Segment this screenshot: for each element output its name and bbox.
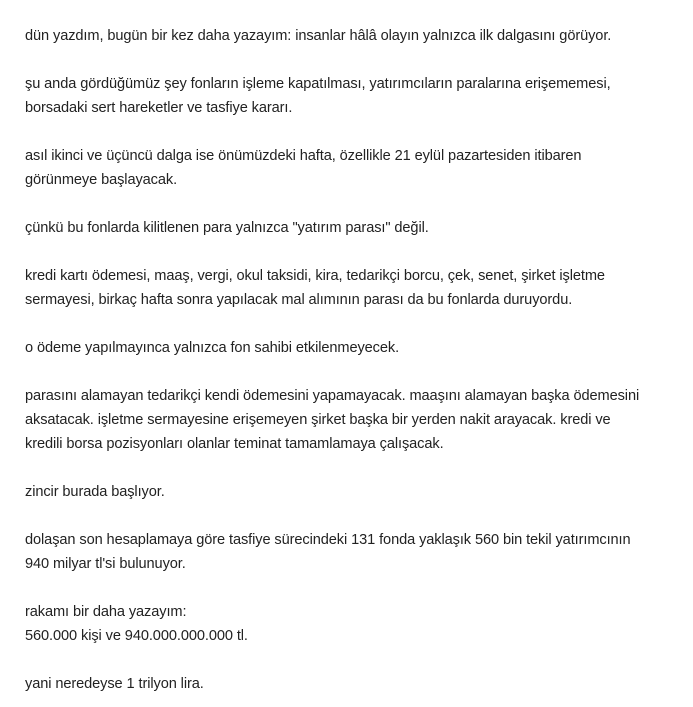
text-line: 560.000 kişi ve 940.000.000.000 tl. <box>25 628 248 644</box>
text-line: aksatacak. işletme sermayesine erişemeyen şirket başka bir yerden nakit arayacak. kredi ve <box>25 412 611 428</box>
paragraph <box>25 264 665 312</box>
text-line: borsadaki sert hareketler ve tasfiye kararı. <box>25 100 293 116</box>
paragraph <box>25 384 665 456</box>
text-line: o ödeme yapılmayınca yalnızca fon sahibi etkilenmeyecek. <box>25 340 400 356</box>
text-line: görünmeye başlayacak. <box>25 172 178 188</box>
text-line: şu anda gördüğümüz şey fonların işleme kapatılması, yatırımcıların paralarına erişememesi, <box>25 76 611 92</box>
text-line: yani neredeyse 1 trilyon lira. <box>25 676 204 692</box>
paragraph <box>25 600 665 648</box>
paragraph <box>25 672 665 696</box>
text-line: çünkü bu fonlarda kilitlenen para yalnızca "yatırım parası" değil. <box>25 220 429 236</box>
text-line: parasını alamayan tedarikçi kendi ödemesini yapamayacak. maaşını alamayan başka ödemesini <box>25 388 640 404</box>
text-line: rakamı bir daha yazayım: <box>25 604 187 620</box>
paragraph <box>25 528 665 576</box>
text-line: kredi kartı ödemesi, maaş, vergi, okul taksidi, kira, tedarikçi borcu, çek, senet, şirket işletme <box>25 268 605 284</box>
paragraph <box>25 24 665 48</box>
paragraph <box>25 72 665 120</box>
text-line: kredili borsa pozisyonları olanlar teminat tamamlamaya çalışacak. <box>25 436 444 452</box>
paragraph <box>25 336 665 360</box>
text-line: asıl ikinci ve üçüncü dalga ise önümüzdeki hafta, özellikle 21 eylül pazartesiden itibaren <box>25 148 582 164</box>
paragraph <box>25 144 665 192</box>
text-line: zincir burada başlıyor. <box>25 484 165 500</box>
paragraph <box>25 480 665 504</box>
text-line: dün yazdım, bugün bir kez daha yazayım: insanlar hâlâ olayın yalnızca ilk dalgasını görüyor. <box>25 28 612 44</box>
text-line: sermayesi, birkaç hafta sonra yapılacak mal alımının parası da bu fonlarda duruyordu. <box>25 292 573 308</box>
text-line: 940 milyar tl'si bulunuyor. <box>25 556 186 572</box>
paragraph <box>25 216 665 240</box>
text-line: dolaşan son hesaplamaya göre tasfiye sürecindeki 131 fonda yaklaşık 560 bin tekil yatırımcının <box>25 532 631 548</box>
